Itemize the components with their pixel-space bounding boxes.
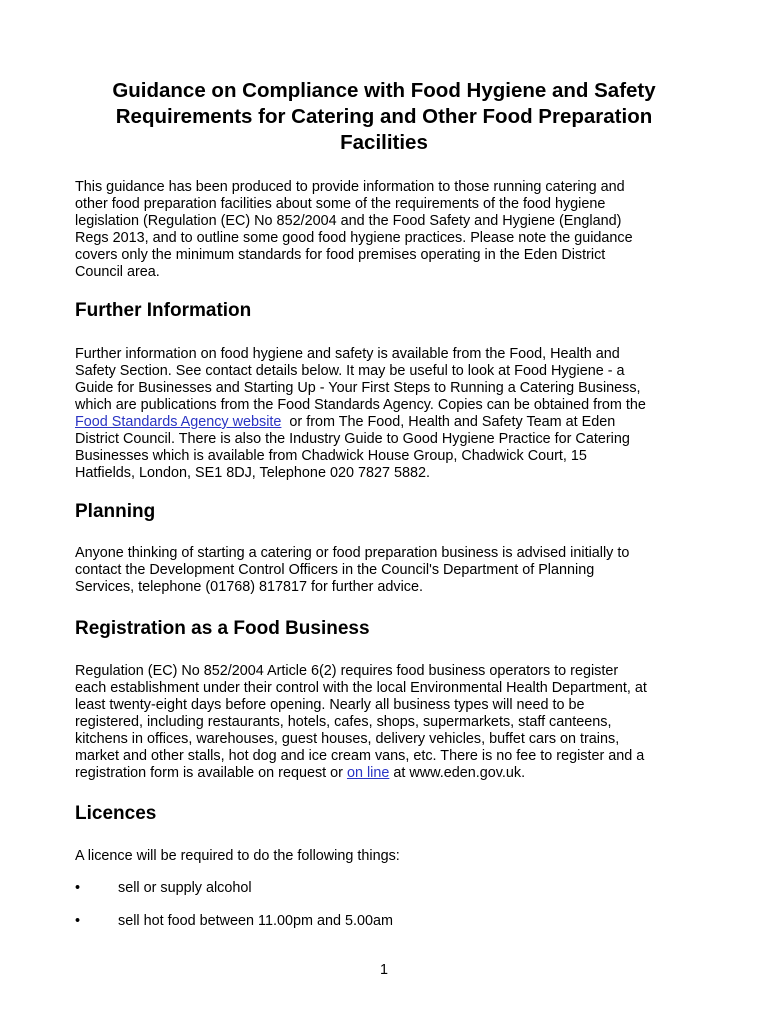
heading-registration: Registration as a Food Business — [75, 618, 370, 639]
text-line: legislation (Regulation (EC) No 852/2004 and the Food Safety and Hygiene (England) — [75, 213, 622, 229]
text-fragment: registration form is available on request or — [75, 765, 347, 781]
on-line-registration-link[interactable]: on line — [346, 765, 390, 781]
list-item-text: sell or supply alcohol — [118, 880, 252, 896]
food-standards-agency-link[interactable]: Food Standards Agency website — [75, 414, 282, 430]
text-line: market and other stalls, hot dog and ice cream vans, etc. There is no fee to register and a — [75, 748, 645, 764]
text-line: Regs 2013, and to outline some good food hygiene practices. Please note the guidance — [75, 230, 633, 246]
text-line: Anyone thinking of starting a catering or food preparation business is advised initially to — [75, 545, 630, 561]
document-title — [40, 78, 728, 156]
text-line: contact the Development Control Officers in the Council's Department of Planning — [75, 562, 595, 578]
heading-planning: Planning — [75, 501, 156, 522]
text-line: Services, telephone (01768) 817817 for further advice. — [75, 579, 423, 595]
title-line: Facilities — [340, 131, 428, 154]
text-line: District Council. There is also the Industry Guide to Good Hygiene Practice for Catering — [75, 431, 630, 447]
intro-paragraph — [75, 179, 715, 281]
text-line: least twenty-eight days before opening. Nearly all business types will need to be — [75, 697, 585, 713]
title-line: Guidance on Compliance with Food Hygiene and Safety — [112, 79, 656, 102]
licences-intro — [75, 848, 715, 865]
title-line: Requirements for Catering and Other Food Preparation — [115, 105, 653, 128]
text-line: Guide for Businesses and Starting Up - Your First Steps to Running a Catering Business, — [75, 380, 641, 396]
heading-licences: Licences — [75, 803, 157, 824]
text-fragment: or from The Food, Health and Safety Team at Eden — [281, 414, 616, 430]
text-line: registered, including restaurants, hotels, cafes, shops, supermarkets, staff canteens, — [75, 714, 612, 730]
further-info-paragraph — [75, 346, 715, 482]
text-line: Safety Section. See contact details below. It may be useful to look at Food Hygiene - a — [75, 363, 625, 379]
text-line — [75, 765, 715, 782]
list-item-text: sell hot food between 11.00pm and 5.00am — [118, 913, 393, 929]
text-line: Further information on food hygiene and safety is available from the Food, Health and — [75, 346, 620, 362]
text-line: other food preparation facilities about some of the requirements of the food hygiene — [75, 196, 606, 212]
text-line: A licence will be required to do the following things: — [75, 848, 400, 864]
text-line: each establishment under their control with the local Environmental Health Department, at — [75, 680, 647, 696]
text-line: Businesses which is available from Chadwick House Group, Chadwick Court, 15 — [75, 448, 587, 464]
text-line — [75, 414, 715, 431]
text-line: This guidance has been produced to provide information to those running catering and — [75, 179, 625, 195]
text-line: Regulation (EC) No 852/2004 Article 6(2) requires food business operators to register — [75, 663, 619, 679]
registration-paragraph — [75, 663, 715, 782]
bullet-icon: • — [75, 913, 81, 929]
page-number: 1 — [379, 962, 388, 978]
text-line: which are publications from the Food Standards Agency. Copies can be obtained from the — [75, 397, 646, 413]
bullet-icon: • — [75, 880, 81, 896]
text-fragment: at www.eden.gov.uk. — [389, 765, 526, 781]
heading-further-information: Further Information — [75, 300, 252, 321]
text-line: covers only the minimum standards for food premises operating in the Eden District — [75, 247, 606, 263]
text-line: kitchens in offices, warehouses, guest houses, delivery vehicles, buffet cars on trains, — [75, 731, 620, 747]
text-line: Council area. — [75, 264, 160, 280]
planning-paragraph — [75, 545, 715, 596]
text-line: Hatfields, London, SE1 8DJ, Telephone 020 7827 5882. — [75, 465, 430, 481]
